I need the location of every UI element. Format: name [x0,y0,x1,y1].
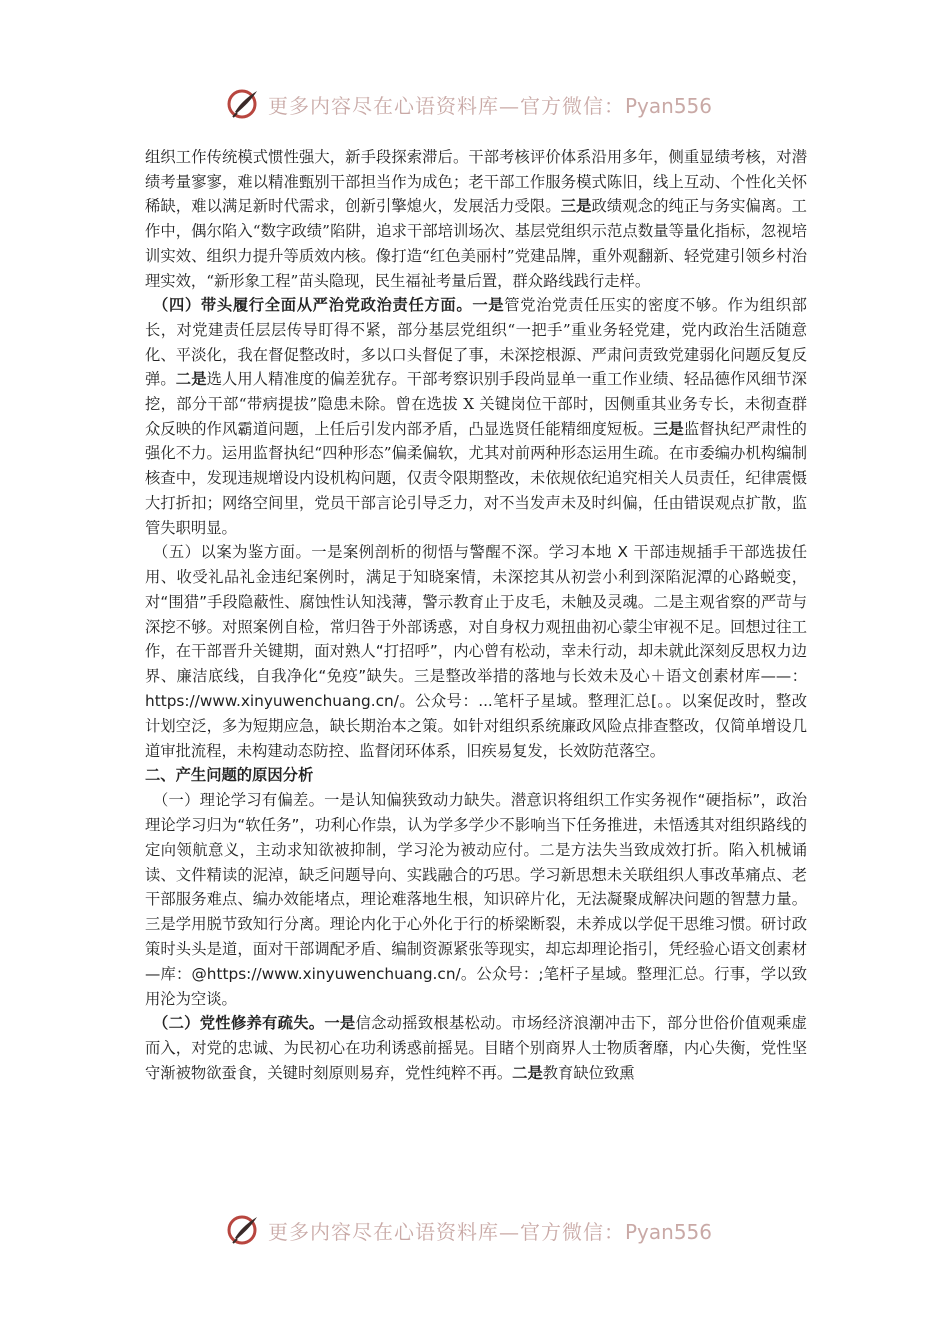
document-body [145,145,807,1086]
footer-wechat-id: Pyan556 [625,1219,713,1244]
paragraph-case-lessons: （五）以案为鉴方面。一是案例剖析的彻悟与警醒不深。学习本地 X 干部违规插手干部选拔任用、收受礼品礼金违纪案例时，满足于知晓案情，未深挖其从初尝小利到深陷泥潭的心路蜕变，对“围猎”手段隐蔽性、腐蚀性认知浅薄，警示教育止于皮毛，未触及灵魂。二是主观省察的严苛与深挖不够。对照案例自检，常归咎于外部诱惑，对自身权力观扭曲初心蒙尘审视不足。回想过往工作，在干部晋升关键期，面对熟人“打招呼”，内心曾有松动，幸未行动，却未就此深刻反思权力边界、廉洁底线，自我净化“免疫”缺失。三是整改举措的落地与长效未及心＋语文创素材库——：https://www.xinyuwenchuang.cn/。公众号：...笔杆子星域。整理汇总[。。以案促改时，整改计划空泛，多为短期应急，缺长期治本之策。如针对组织系统廉政风险点排查整改，仅简单增设几道审批流程，未构建动态防控、监督闭环体系，旧疾易复发，长效防范落空。 [145,543,807,760]
paragraph-party-governance: （四）带头履行全面从严治党政治责任方面。一是管党治党责任压实的密度不够。作为组织部长，对党建责任层层传导盯得不紧，部分基层党组织“一把手”重业务轻党建，党内政治生活随意化、平淡化，我在督促整改时，多以口头督促了事，未深挖根源、严肃问责致党建弱化问题反复反弹。二是选人用人精准度的偏差犹存。干部考察识别手段尚显单一重工作业绩、轻品德作风细节深挖，部分干部“带病提拔”隐患未除。曾在选拔 X 关键岗位干部时，因侧重其业务专长，未彻查群众反映的作风霸道问题，上任后引发内部矛盾，凸显选贤任能精细度短板。三是监督执纪严肃性的强化不力。运用监督执纪“四种形态”偏柔偏软，尤其对前两种形态运用生疏。在市委编办机构编制核查中，发现违规增设内设机构问题，仅责令限期整改，未依规依纪追究相关人员责任，纪律震慑大打折扣；网络空间里，党员干部言论引导乏力，对不当发声未及时纠偏，任由错误观点扩散，监管失职明显。 [145,296,807,537]
paragraph-political-views: 组织工作传统模式惯性强大，新手段探索滞后。干部考核评价体系沿用多年，侧重显绩考核，对潜绩考量寥寥，难以精准甄别干部担当作为成色；老干部工作服务模式陈旧，线上互动、个性化关怀稀缺，难以满足新时代需求，创新引擎熄火，发展活力受限。三是政绩观念的纯正与务实偏离。工作中，偶尔陷入“数字政绩”陷阱，追求干部培训场次、基层党组织示范点数量等量化指标，忽视培训实效、组织力提升等质效内核。像打造“红色美丽村”党建品牌，重外观翻新、轻党建引领乡村治理实效，“新形象工程”苗头隐现，民生福祉考量后置，群众路线践行走样。 [145,148,807,290]
header-banner-text: 更多内容尽在心语资料库—官方微信：Pyan556 [268,93,713,118]
header-wechat-id: Pyan556 [625,93,713,118]
footer-banner-text: 更多内容尽在心语资料库—官方微信：Pyan556 [268,1219,713,1244]
section-title-causes: 二、产生问题的原因分析 [145,766,314,785]
footer-banner [226,1210,746,1250]
section-heading-2: （二）党性修养有疏失。 [153,1014,325,1033]
quill-logo-icon [226,86,262,122]
header-banner [226,84,746,124]
section-heading-4: （四）带头履行全面从严治党政治责任方面。 [153,296,473,315]
paragraph-theory-study: （一）理论学习有偏差。一是认知偏狭致动力缺失。潜意识将组织工作实务视作“硬指标”，政治理论学习归为“软任务”，功利心作祟，认为学多学少不影响当下任务推进，未悟透其对组织路线的定向领航意义，主动求知欲被抑制，学习沦为被动应付。二是方法失当致成效打折。陷入机械诵读、文件精读的泥淖，缺乏问题导向、实践融合的巧思。学习新思想未关联组织人事改革痛点、老干部服务难点、编办效能堵点，理论难落地生根，知识碎片化，无法凝聚成解决问题的智慧力量。三是学用脱节致知行分离。理论内化于心外化于行的桥梁断裂，未养成以学促干思维习惯。研讨政策时头头是道，面对干部调配矛盾、编制资源紧张等现实，却忘却理论指引，凭经验心语文创素材—库：@https://www.xinyuwenchuang.cn/。公众号：;笔杆子星域。整理汇总。行事，学以致用沦为空谈。 [145,791,807,1008]
paragraph-party-spirit: （二）党性修养有疏失。一是信念动摇致根基松动。市场经济浪潮冲击下，部分世俗价值观乘虚而入，对党的忠诚、为民初心在功利诱惑前摇晃。目睹个别商界人士物质奢靡，内心失衡，党性坚守渐被物欲蚕食，关键时刻原则易弃，党性纯粹不再。二是教育缺位致熏 [145,1014,807,1082]
quill-logo-icon [226,1212,262,1248]
